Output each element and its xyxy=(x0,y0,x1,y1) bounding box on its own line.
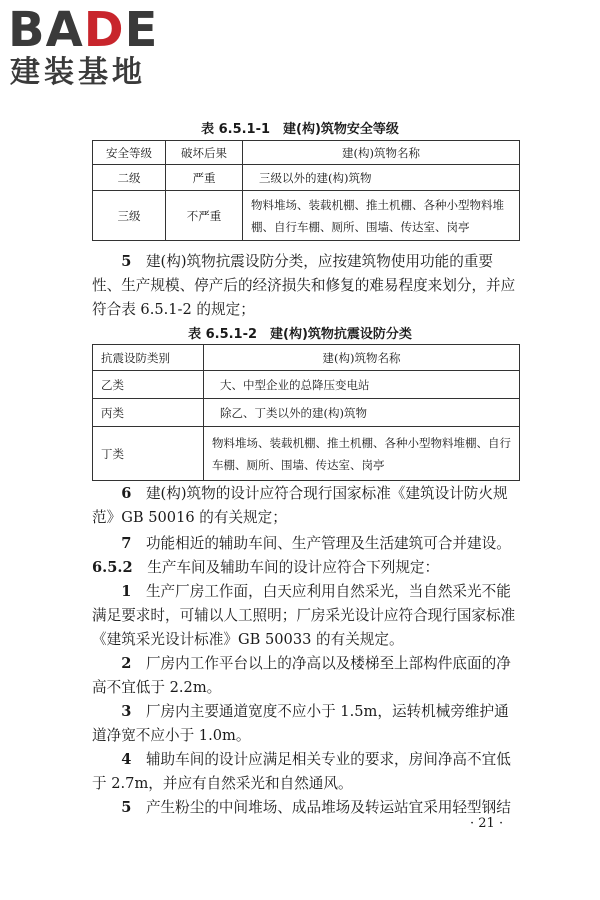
logo-wordmark: BADE xyxy=(8,2,159,58)
table2-caption: 表 6.5.1-2 建(构)筑物抗震设防分类 xyxy=(188,327,412,342)
safety-grade-table xyxy=(92,140,520,241)
table-cell: 物料堆场、装载机棚、推土机棚、各种小型物料堆棚、自行车棚、厕所、围墙、传达室、岗亭 xyxy=(204,427,520,481)
table-cell: 物料堆场、装载机棚、推土机棚、各种小型物料堆棚、自行车棚、厕所、围墙、传达室、岗亭 xyxy=(243,191,520,241)
clause-7: 7 功能相近的辅助车间、生产管理及生活建筑可合并建设。 xyxy=(121,535,511,552)
table-cell: 三级 xyxy=(93,191,166,241)
table-row xyxy=(93,165,520,191)
table-row xyxy=(93,399,520,427)
table-header-cell: 安全等级 xyxy=(93,141,166,165)
clause-6: 6 建(构)筑物的设计应符合现行国家标准《建筑设计防火规范》GB 50016 的有关规定； xyxy=(92,485,508,526)
table-row xyxy=(93,427,520,481)
page-number: · 21 · xyxy=(470,816,504,831)
table-header-cell: 建(构)筑物名称 xyxy=(243,141,520,165)
section-6-5-2: 6.5.2 生产车间及辅助车间的设计应符合下列规定： xyxy=(92,559,440,576)
logo-subtitle: 建装基地 xyxy=(10,55,146,90)
table-header-cell: 抗震设防类别 xyxy=(93,345,204,371)
table-header-row xyxy=(93,345,520,371)
item-5: 5 产生粉尘的中间堆场、成品堆场及转运站宜采用轻型钢结 xyxy=(121,799,511,816)
item-2: 2 厂房内工作平台以上的净高以及楼梯至上部构件底面的净高不宜低于 2.2m。 xyxy=(92,655,511,696)
table-header-cell: 建(构)筑物名称 xyxy=(204,345,520,371)
table-row xyxy=(93,371,520,399)
table-cell: 严重 xyxy=(166,165,243,191)
table-cell: 大、中型企业的总降压变电站 xyxy=(204,371,520,399)
table-header-row xyxy=(93,141,520,165)
item-1: 1 生产厂房工作面，白天应利用自然采光，当自然采光不能满足要求时，可辅以人工照明；厂房采光设计应符合现行国家标准《建筑采光设计标准》GB 50033 的有关规定。 xyxy=(92,583,516,648)
item-4: 4 辅助车间的设计应满足相关专业的要求，房间净高不宜低于 2.7m，并应有自然采光和自然通风。 xyxy=(92,751,511,792)
table-cell: 不严重 xyxy=(166,191,243,241)
table1-caption: 表 6.5.1-1 建(构)筑物安全等级 xyxy=(201,122,399,137)
table-header-cell: 破坏后果 xyxy=(166,141,243,165)
item-3: 3 厂房内主要通道宽度不应小于 1.5m，运转机械旁维护通道净宽不应小于 1.0m。 xyxy=(92,703,509,744)
table-row xyxy=(93,191,520,241)
table-cell: 丁类 xyxy=(93,427,204,481)
table-cell: 丙类 xyxy=(93,399,204,427)
table-cell: 除乙、丁类以外的建(构)筑物 xyxy=(204,399,520,427)
table-cell: 乙类 xyxy=(93,371,204,399)
logo xyxy=(8,4,178,94)
clause-5: 5 建(构)筑物抗震设防分类，应按建筑物使用功能的重要性、生产规模、停产后的经济损失和修复的难易程度来划分，并应符合表 6.5.1-2 的规定； xyxy=(92,253,516,318)
table-cell: 三级以外的建(构)筑物 xyxy=(243,165,520,191)
table-cell: 二级 xyxy=(93,165,166,191)
seismic-category-table xyxy=(92,344,520,481)
